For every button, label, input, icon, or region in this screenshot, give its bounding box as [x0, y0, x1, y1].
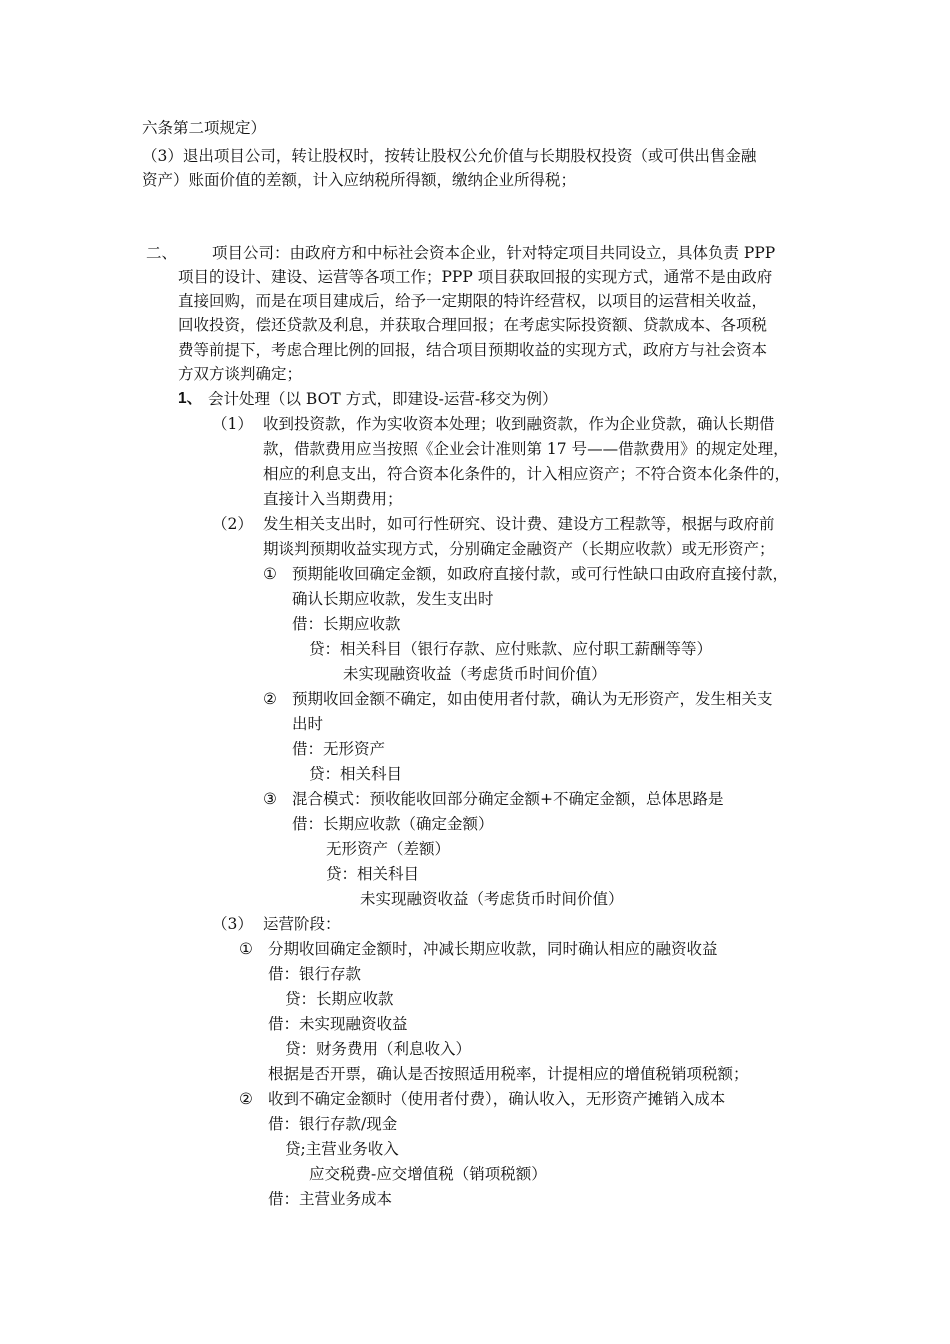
text-line: 预期收回金额不确定，如由使用者付款，确认为无形资产，发生相关支	[292, 690, 773, 708]
subsection-number: 1、	[178, 390, 203, 407]
text-line: 直接回购，而是在项目建成后，给予一定期限的特许经营权，以项目的运营相关收益，	[178, 292, 768, 310]
subsection-heading: 会计处理（以 BOT 方式，即建设-运营-移交为例）	[208, 390, 558, 408]
circled-number: ②	[263, 690, 277, 708]
journal-credit: 贷：长期应收款	[285, 990, 394, 1008]
item-number: （2）	[212, 515, 253, 533]
journal-debit: 借：长期应收款（确定金额）	[292, 815, 494, 833]
text-line: 出时	[292, 715, 324, 733]
text-line: 期谈判预期收益实现方式，分别确定金融资产（长期应收款）或无形资产；	[263, 540, 775, 558]
text-line: 预期能收回确定金额，如政府直接付款，或可行性缺口由政府直接付款，	[292, 565, 789, 583]
text-line: 相应的利息支出，符合资本化条件的，计入相应资产；不符合资本化条件的，	[263, 465, 791, 483]
journal-credit: 贷：财务费用（利息收入）	[285, 1040, 472, 1058]
item-number: （3）	[212, 915, 253, 933]
text-line: 项目的设计、建设、运营等各项工作；PPP 项目获取回报的实现方式，通常不是由政府	[178, 268, 773, 286]
text-line: 资产）账面价值的差额，计入应纳税所得额，缴纳企业所得税；	[142, 171, 577, 189]
text-line: 直接计入当期费用；	[263, 490, 403, 508]
text-line: 六条第二项规定）	[142, 119, 267, 137]
text-line: 收到投资款，作为实收资本处理；收到融资款，作为企业贷款，确认长期借	[263, 415, 775, 433]
item-number: （1）	[212, 415, 253, 433]
text-line: 款，借款费用应当按照《企业会计准则第 17 号——借款费用》的规定处理，	[263, 440, 789, 458]
journal-credit: 贷：相关科目	[326, 865, 420, 883]
section-number: 二、	[146, 244, 178, 262]
text-line: （3）退出项目公司，转让股权时，按转让股权公允价值与长期股权投资（或可供出售金融	[142, 147, 757, 165]
journal-debit: 借：银行存款/现金	[268, 1115, 398, 1133]
text-line: 分期收回确定金额时，冲减长期应收款，同时确认相应的融资收益	[268, 940, 718, 958]
journal-credit-line: 应交税费-应交增值税（销项税额）	[309, 1165, 547, 1183]
journal-credit: 贷：相关科目	[309, 765, 403, 783]
journal-debit: 借：长期应收款	[292, 615, 401, 633]
text-line: 运营阶段：	[263, 915, 341, 933]
circled-number: ①	[239, 940, 253, 958]
journal-debit: 借：无形资产	[292, 740, 386, 758]
journal-credit-line: 未实现融资收益（考虑货币时间价值）	[343, 665, 607, 683]
journal-debit: 借：银行存款	[268, 965, 362, 983]
journal-credit-line: 未实现融资收益（考虑货币时间价值）	[360, 890, 624, 908]
text-line: 确认长期应收款，发生支出时	[292, 590, 494, 608]
circled-number: ②	[239, 1090, 253, 1108]
journal-debit: 借：主营业务成本	[268, 1190, 393, 1208]
journal-debit-line: 无形资产（差额）	[326, 840, 451, 858]
text-line: 回收投资，偿还贷款及利息，并获取合理回报；在考虑实际投资额、贷款成本、各项税	[178, 316, 768, 334]
journal-credit: 贷;主营业务收入	[285, 1140, 399, 1158]
circled-number: ③	[263, 790, 277, 808]
text-line: 发生相关支出时，如可行性研究、设计费、建设方工程款等，根据与政府前	[263, 515, 775, 533]
journal-debit: 借：未实现融资收益	[268, 1015, 408, 1033]
text-line: 混合模式：预收能收回部分确定金额+不确定金额，总体思路是	[292, 790, 724, 808]
journal-credit: 贷：相关科目（银行存款、应付账款、应付职工薪酬等等）	[309, 640, 713, 658]
text-line: 根据是否开票，确认是否按照适用税率，计提相应的增值税销项税额；	[268, 1065, 749, 1083]
text-line: 项目公司：由政府方和中标社会资本企业，针对特定项目共同设立，具体负责 PPP	[212, 244, 776, 262]
text-line: 费等前提下，考虑合理比例的回报，结合项目预期收益的实现方式，政府方与社会资本	[178, 341, 768, 359]
text-line: 方双方谈判确定；	[178, 365, 303, 383]
circled-number: ①	[263, 565, 277, 583]
text-line: 收到不确定金额时（使用者付费），确认收入，无形资产摊销入成本	[268, 1090, 726, 1108]
